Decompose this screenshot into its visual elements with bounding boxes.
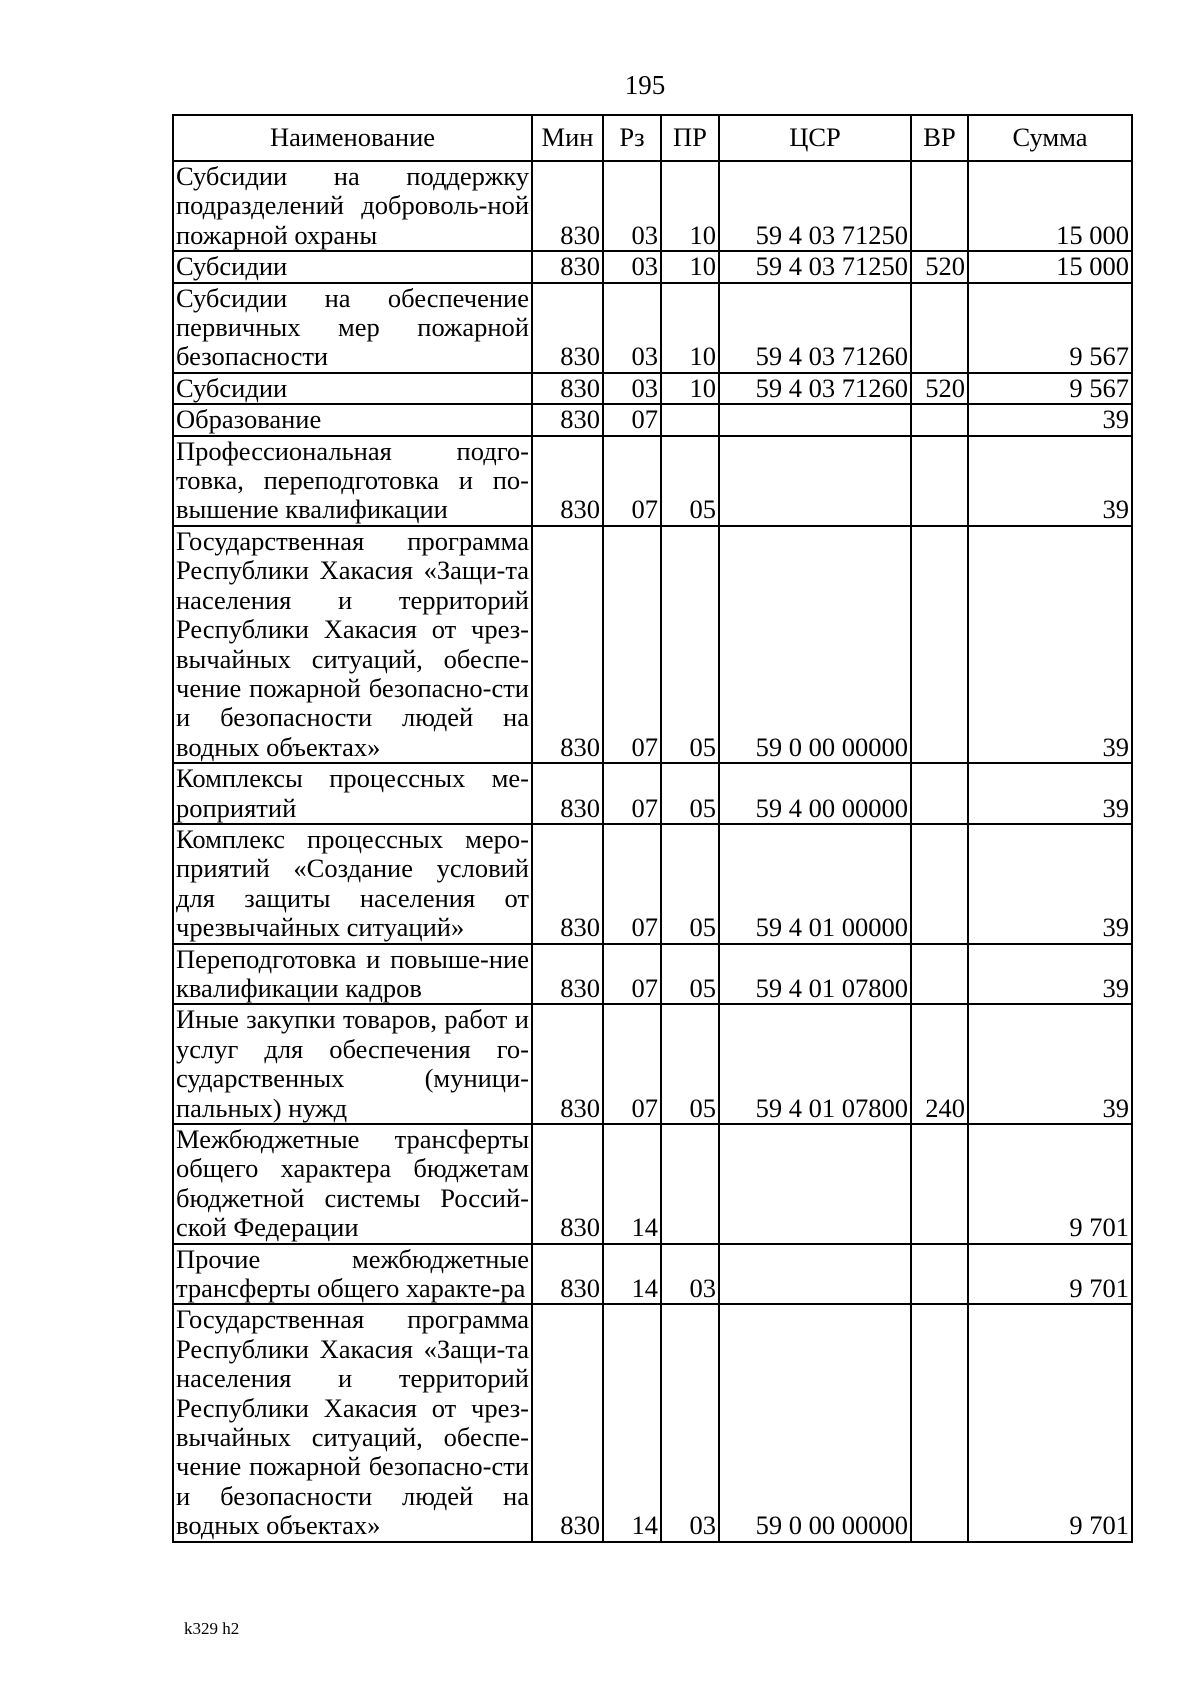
row-pr: 03 (661, 1244, 719, 1305)
row-rz: 14 (603, 1304, 661, 1541)
table-row (173, 1004, 1132, 1124)
row-vr (911, 436, 968, 526)
header-rz: Рз (603, 115, 661, 161)
row-name: Субсидии на обеспечение первичных мер пожарной безопасности (173, 283, 532, 373)
row-sum: 15 000 (968, 251, 1132, 282)
table-row (173, 373, 1132, 404)
row-csr: 59 4 03 71260 (719, 373, 911, 404)
row-min: 830 (532, 1004, 603, 1124)
row-vr (911, 944, 968, 1005)
row-sum: 39 (968, 404, 1132, 435)
row-min: 830 (532, 1304, 603, 1541)
row-pr: 05 (661, 824, 719, 944)
row-sum: 39 (968, 824, 1132, 944)
row-csr: 59 4 00 00000 (719, 763, 911, 824)
row-min: 830 (532, 824, 603, 944)
row-vr: 520 (911, 251, 968, 282)
header-vr: ВР (911, 115, 968, 161)
header-name: Наименование (173, 115, 532, 161)
row-pr: 03 (661, 1304, 719, 1541)
row-csr: 59 4 01 07800 (719, 944, 911, 1005)
row-pr: 05 (661, 436, 719, 526)
row-csr: 59 4 03 71250 (719, 251, 911, 282)
row-pr (661, 404, 719, 435)
row-csr (719, 1124, 911, 1244)
row-vr: 520 (911, 373, 968, 404)
row-min: 830 (532, 1244, 603, 1305)
row-pr (661, 1124, 719, 1244)
row-pr: 05 (661, 526, 719, 763)
table-row (173, 404, 1132, 435)
row-rz: 03 (603, 283, 661, 373)
row-rz: 03 (603, 251, 661, 282)
row-rz: 07 (603, 944, 661, 1005)
row-csr (719, 404, 911, 435)
row-sum: 9 567 (968, 283, 1132, 373)
row-min: 830 (532, 763, 603, 824)
row-name: Образование (173, 404, 532, 435)
row-sum: 15 000 (968, 161, 1132, 251)
table-row (173, 283, 1132, 373)
row-vr (911, 1304, 968, 1541)
table-row (173, 526, 1132, 763)
table-row (173, 1304, 1132, 1541)
row-rz: 14 (603, 1124, 661, 1244)
row-name: Государственная программа Республики Хакасия «Защи-та населения и территорий Республики Хакасия от чрез-вычайных ситуаций, обеспе-чение пожарной безопасно-сти и безопасности людей на водных объектах» (173, 1304, 532, 1541)
row-rz: 07 (603, 824, 661, 944)
row-name: Иные закупки товаров, работ и услуг для обеспечения го-сударственных (муници-пальных) нужд (173, 1004, 532, 1124)
row-vr (911, 1244, 968, 1305)
row-pr: 10 (661, 161, 719, 251)
row-name: Субсидии (173, 373, 532, 404)
row-min: 830 (532, 283, 603, 373)
table-row (173, 436, 1132, 526)
row-name: Субсидии (173, 251, 532, 282)
row-csr: 59 4 03 71260 (719, 283, 911, 373)
row-sum: 39 (968, 944, 1132, 1005)
row-csr (719, 436, 911, 526)
row-csr: 59 4 01 07800 (719, 1004, 911, 1124)
row-sum: 39 (968, 526, 1132, 763)
row-name: Комплекс процессных меро-приятий «Создание условий для защиты населения от чрезвычайных ситуаций» (173, 824, 532, 944)
row-vr: 240 (911, 1004, 968, 1124)
row-csr: 59 4 01 00000 (719, 824, 911, 944)
header-sum: Сумма (968, 115, 1132, 161)
row-csr: 59 0 00 00000 (719, 526, 911, 763)
row-name: Межбюджетные трансферты общего характера бюджетам бюджетной системы Россий-ской Федерации (173, 1124, 532, 1244)
row-name: Государственная программа Республики Хакасия «Защи-та населения и территорий Республики Хакасия от чрез-вычайных ситуаций, обеспе-чение пожарной безопасно-сти и безопасности людей на водных объектах» (173, 526, 532, 763)
table-row (173, 1124, 1132, 1244)
row-min: 830 (532, 944, 603, 1005)
row-csr (719, 1244, 911, 1305)
header-pr: ПР (661, 115, 719, 161)
row-rz: 07 (603, 1004, 661, 1124)
page-number: 195 (624, 70, 666, 100)
row-vr (911, 763, 968, 824)
row-vr (911, 1124, 968, 1244)
row-sum: 39 (968, 436, 1132, 526)
row-min: 830 (532, 373, 603, 404)
table-row (173, 161, 1132, 251)
row-min: 830 (532, 251, 603, 282)
row-name: Прочие межбюджетные трансферты общего характе-ра (173, 1244, 532, 1305)
row-sum: 39 (968, 763, 1132, 824)
row-name: Переподготовка и повыше-ние квалификации кадров (173, 944, 532, 1005)
row-sum: 39 (968, 1004, 1132, 1124)
row-pr: 05 (661, 763, 719, 824)
row-pr: 10 (661, 283, 719, 373)
table-row (173, 763, 1132, 824)
row-vr (911, 404, 968, 435)
row-pr: 05 (661, 1004, 719, 1124)
footer-code: k329 h2 (184, 1619, 240, 1638)
row-rz: 07 (603, 436, 661, 526)
row-csr: 59 0 00 00000 (719, 1304, 911, 1541)
row-sum: 9 701 (968, 1244, 1132, 1305)
row-min: 830 (532, 161, 603, 251)
row-rz: 03 (603, 161, 661, 251)
row-rz: 07 (603, 404, 661, 435)
row-vr (911, 824, 968, 944)
row-vr (911, 161, 968, 251)
row-vr (911, 283, 968, 373)
row-sum: 9 701 (968, 1124, 1132, 1244)
row-pr: 10 (661, 373, 719, 404)
row-vr (911, 526, 968, 763)
row-rz: 03 (603, 373, 661, 404)
row-rz: 14 (603, 1244, 661, 1305)
row-rz: 07 (603, 526, 661, 763)
row-name: Комплексы процессных ме-роприятий (173, 763, 532, 824)
row-min: 830 (532, 436, 603, 526)
row-sum: 9 567 (968, 373, 1132, 404)
row-min: 830 (532, 1124, 603, 1244)
row-pr: 10 (661, 251, 719, 282)
table-row (173, 251, 1132, 282)
row-pr: 05 (661, 944, 719, 1005)
header-csr: ЦСР (719, 115, 911, 161)
row-min: 830 (532, 404, 603, 435)
table-row (173, 944, 1132, 1005)
table-row (173, 1244, 1132, 1305)
budget-table (172, 114, 1133, 1543)
row-rz: 07 (603, 763, 661, 824)
row-min: 830 (532, 526, 603, 763)
row-name: Профессиональная подго-товка, переподготовка и по-вышение квалификации (173, 436, 532, 526)
table-row (173, 824, 1132, 944)
row-name: Субсидии на поддержку подразделений доброволь-ной пожарной охраны (173, 161, 532, 251)
row-csr: 59 4 03 71250 (719, 161, 911, 251)
row-sum: 9 701 (968, 1304, 1132, 1541)
header-min: Мин (532, 115, 603, 161)
table-header-row (173, 115, 1132, 161)
